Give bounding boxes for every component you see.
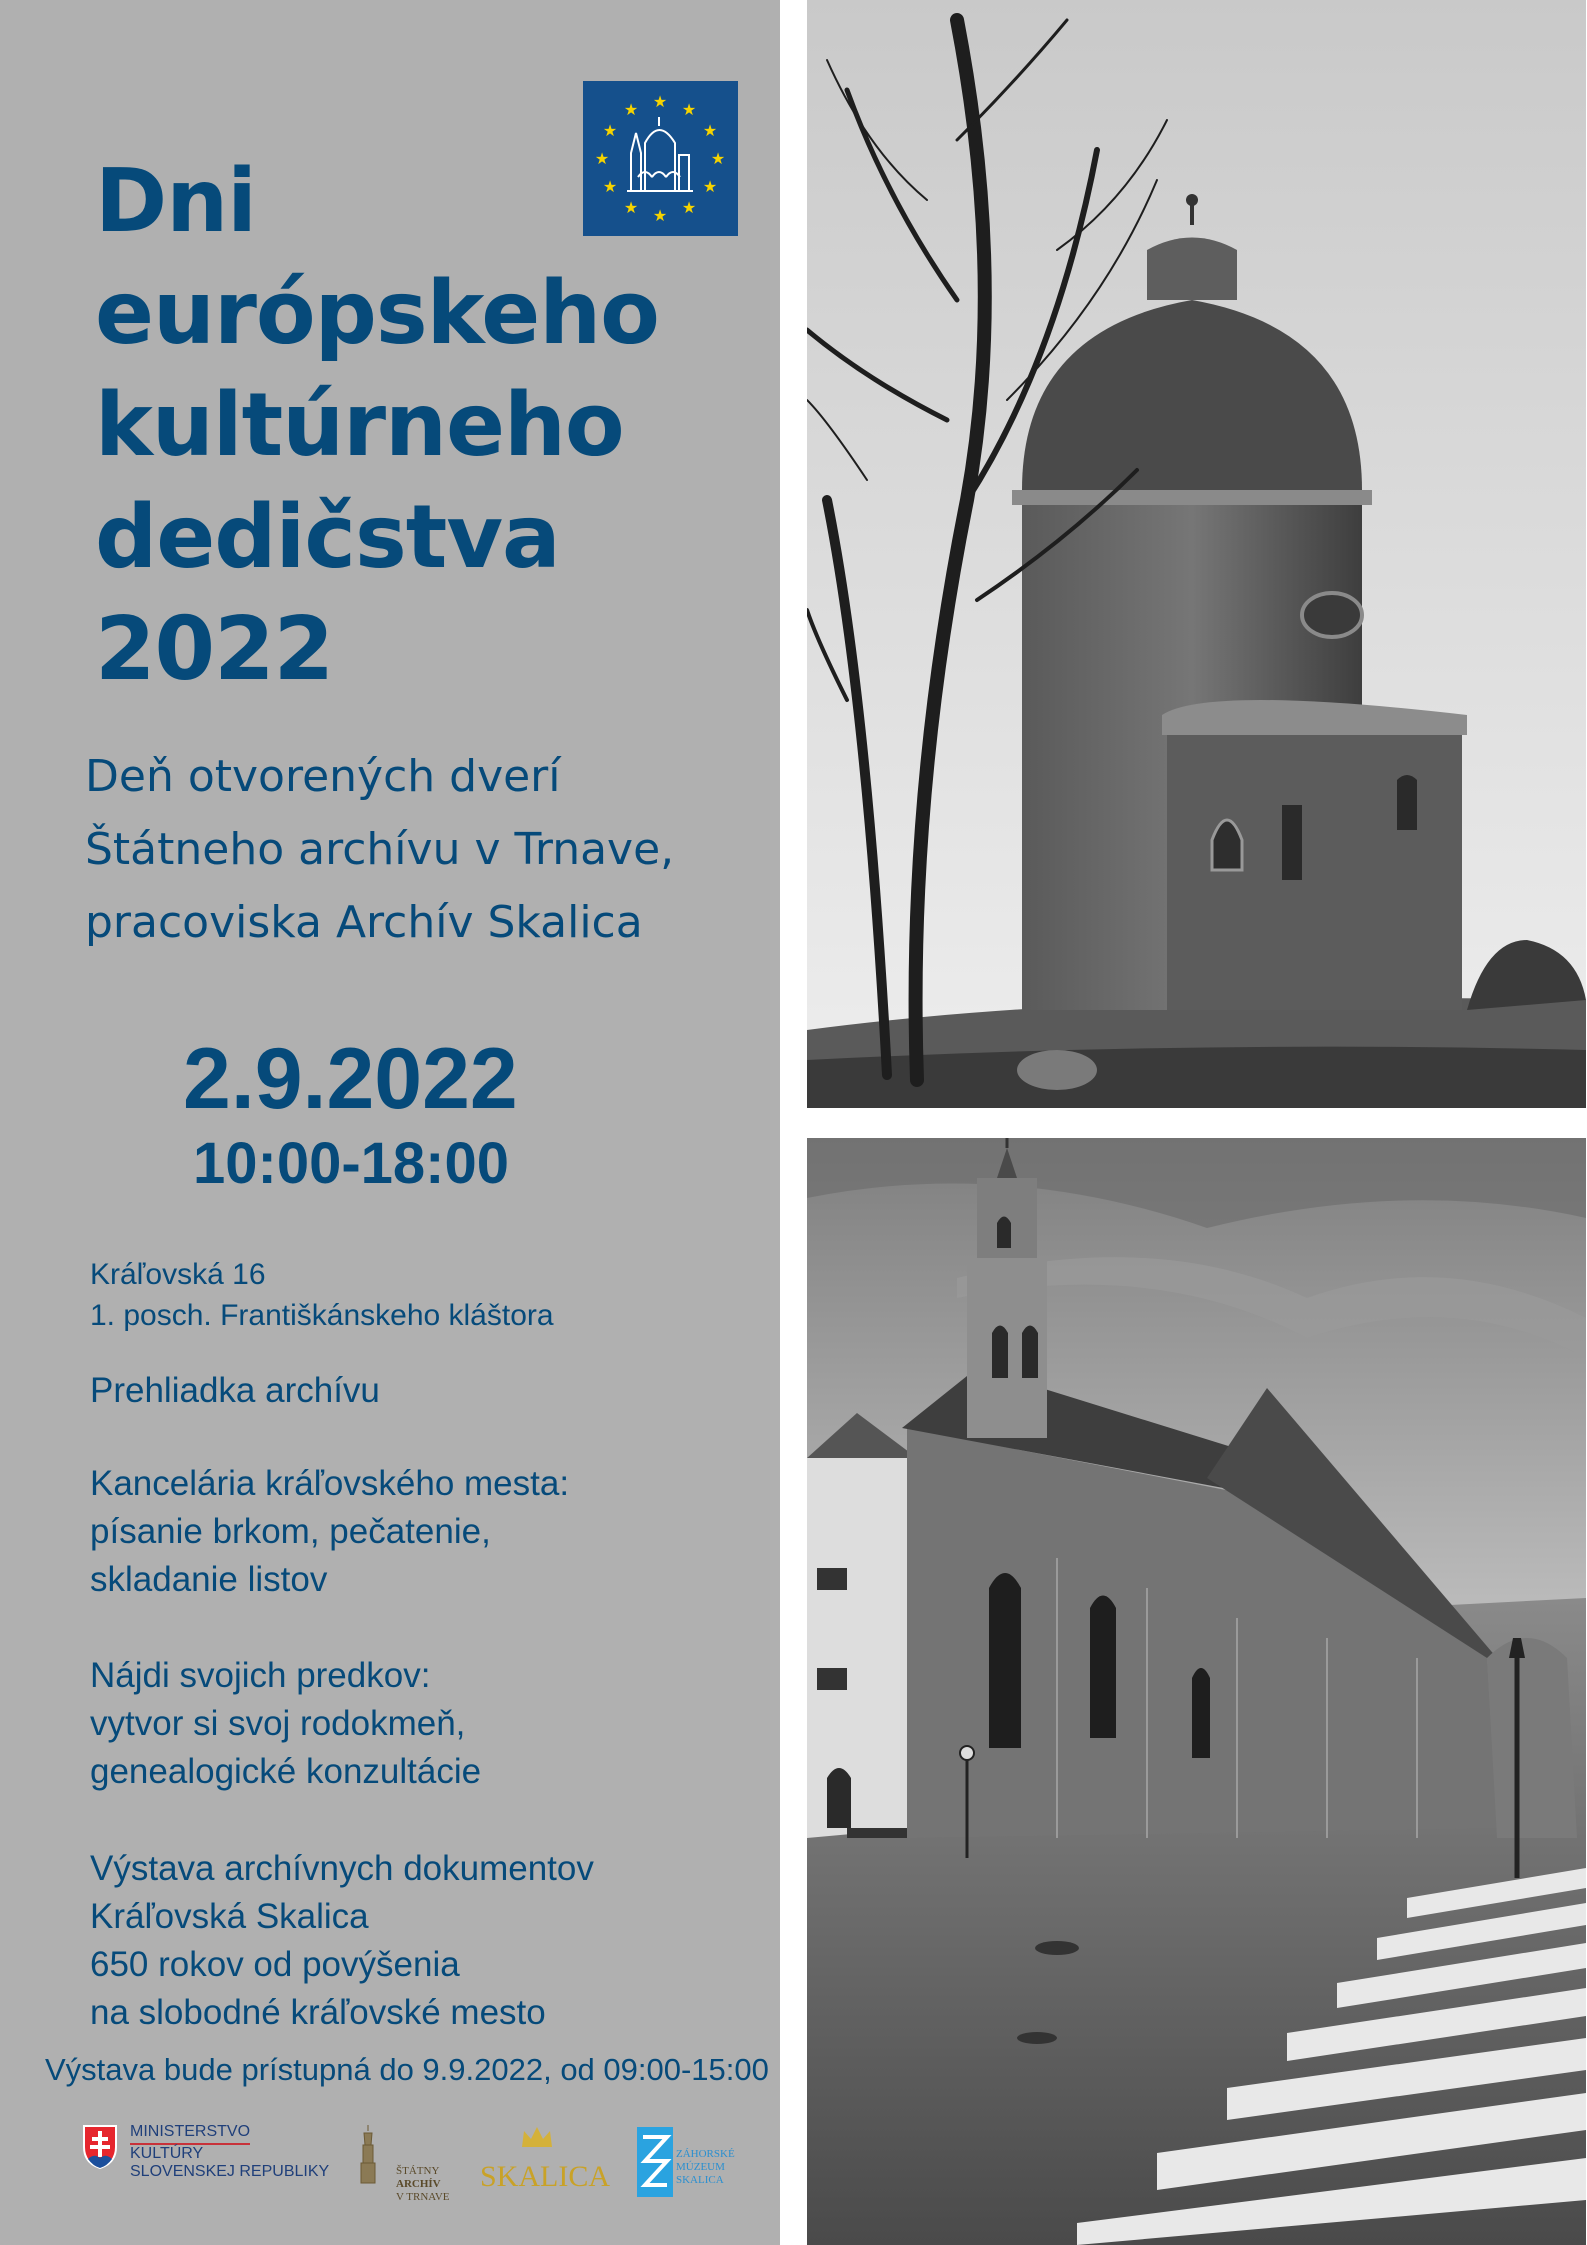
svg-text:★: ★ xyxy=(623,198,639,217)
state-archive-logo xyxy=(396,2165,450,2204)
ministry-line: SLOVENSKEJ REPUBLIKY xyxy=(130,2163,330,2180)
svg-text:★: ★ xyxy=(681,100,697,119)
event-address xyxy=(90,1254,554,1336)
title-line: 2022 xyxy=(95,598,334,700)
svg-text:★: ★ xyxy=(652,206,668,225)
svg-text:★: ★ xyxy=(594,149,610,168)
ministry-culture-logo xyxy=(130,2123,329,2181)
program-line: Nájdi svojich predkov: xyxy=(90,1656,431,1695)
address-line: Kráľovská 16 xyxy=(90,1258,266,1291)
title-line: dedičstva xyxy=(95,486,560,588)
rotunda-photo xyxy=(807,0,1586,1108)
svg-text:★: ★ xyxy=(623,100,639,119)
event-time: 10:00-18:00 xyxy=(193,1131,509,1196)
title-line: kultúrneho xyxy=(95,374,624,476)
program-line: Kancelária kráľovského mesta: xyxy=(90,1464,570,1503)
program-line: vytvor si svoj rodokmeň, xyxy=(90,1704,466,1743)
franciscan-church-photo xyxy=(807,1138,1586,2245)
svg-text:★: ★ xyxy=(710,149,726,168)
program-line: Prehliadka archívu xyxy=(90,1371,380,1410)
svg-text:★: ★ xyxy=(702,121,718,140)
museum-line: ZÁHORSKÉ xyxy=(676,2148,735,2160)
program-line: 650 rokov od povýšenia xyxy=(90,1945,460,1984)
zahorske-museum-logo xyxy=(676,2148,735,2187)
event-date: 2.9.2022 xyxy=(183,1031,518,1127)
svg-text:★: ★ xyxy=(652,92,668,111)
subtitle-line: Štátneho archívu v Trnave, xyxy=(85,824,675,875)
slovak-coat-of-arms-icon xyxy=(83,2125,117,2173)
ministry-line: KULTÚRY xyxy=(130,2145,204,2162)
ministry-line: MINISTERSTVO xyxy=(130,2123,251,2140)
museum-z-icon xyxy=(637,2127,673,2201)
program-line: na slobodné kráľovské mesto xyxy=(90,1993,546,2032)
state-archive-tower-icon xyxy=(357,2123,379,2189)
museum-line: MÚZEUM xyxy=(676,2161,725,2173)
svg-text:★: ★ xyxy=(602,121,618,140)
archive-line: V TRNAVE xyxy=(396,2191,450,2203)
program-line: Kráľovská Skalica xyxy=(90,1897,369,1936)
program-line: písanie brkom, pečatenie, xyxy=(90,1512,491,1551)
program-line: genealogické konzultácie xyxy=(90,1752,482,1791)
program-item-chancellery xyxy=(90,1460,569,1604)
poster-title xyxy=(95,145,659,705)
crown-icon xyxy=(520,2125,554,2153)
program-item-tour xyxy=(90,1367,380,1415)
title-line: Dni xyxy=(95,150,256,252)
open-day-subtitle xyxy=(85,740,674,959)
skalica-town-logo: SKALICA xyxy=(480,2160,611,2193)
partner-logos xyxy=(0,2115,780,2225)
svg-text:★: ★ xyxy=(702,177,718,196)
program-item-exhibition xyxy=(90,1845,594,2037)
exhibition-note: Výstava bude prístupná do 9.9.2022, od 09:00-15:00 xyxy=(45,2052,769,2087)
program-line: Výstava archívnych dokumentov xyxy=(90,1849,594,1888)
subtitle-line: Deň otvorených dverí xyxy=(85,751,561,802)
subtitle-line: pracoviska Archív Skalica xyxy=(85,897,643,948)
european-heritage-days-logo xyxy=(583,81,738,236)
svg-text:★: ★ xyxy=(602,177,618,196)
address-line: 1. posch. Františkánskeho kláštora xyxy=(90,1299,554,1332)
program-line: skladanie listov xyxy=(90,1560,328,1599)
museum-line: SKALICA xyxy=(676,2174,724,2186)
program-item-genealogy xyxy=(90,1652,481,1796)
archive-line: ŠTÁTNY xyxy=(396,2165,440,2177)
info-panel xyxy=(0,0,780,2245)
svg-text:★: ★ xyxy=(681,198,697,217)
archive-line: ARCHÍV xyxy=(396,2178,441,2190)
title-line: európskeho xyxy=(95,262,659,364)
